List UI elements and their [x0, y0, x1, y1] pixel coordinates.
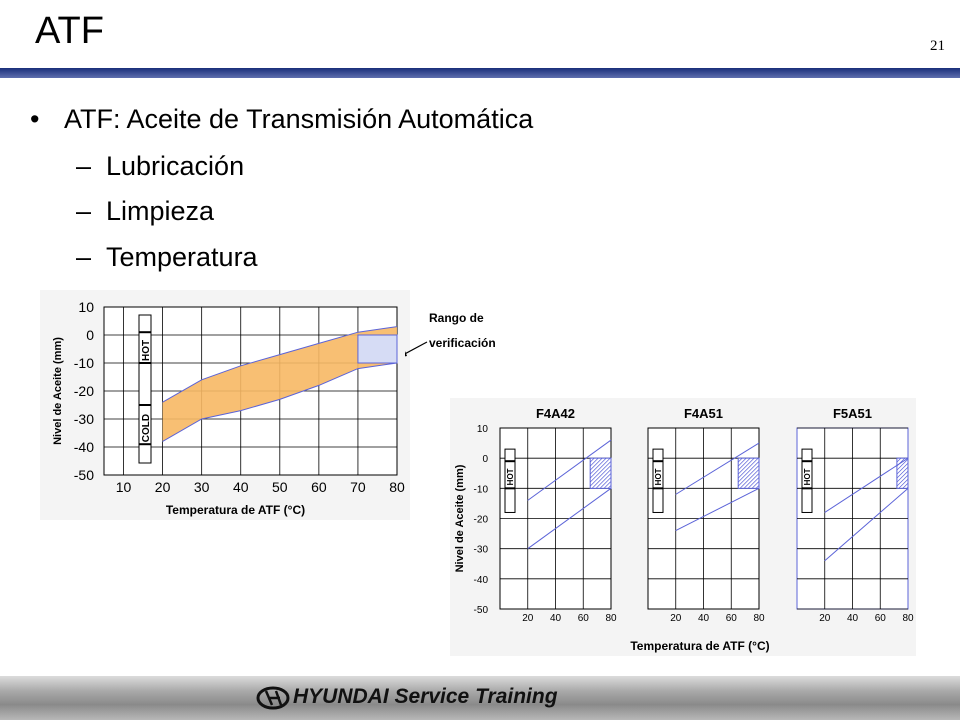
- x-tick-label: 60: [725, 613, 737, 624]
- y-tick-label: -20: [473, 514, 488, 526]
- y-tick-label: -40: [73, 439, 94, 455]
- x-tick-label: 80: [389, 479, 405, 495]
- model-oil-level-chart: [450, 398, 916, 656]
- subitem-text: Limpieza: [106, 196, 215, 226]
- y-tick-label: 0: [482, 454, 488, 466]
- y-axis-label: Nivel de Aceite (mm): [454, 464, 466, 573]
- subitem-text: Temperatura: [106, 242, 258, 272]
- x-tick-label: 10: [115, 479, 132, 495]
- model-oil-level-chart-svg: [450, 398, 916, 656]
- check-range-box: [358, 335, 397, 363]
- x-tick-label: 40: [549, 613, 562, 624]
- hot-mark-label: HOT: [141, 339, 152, 361]
- bullet-text: ATF: Aceite de Transmisión Automática: [64, 104, 534, 134]
- footer-brand: HYUNDAI Service Training: [293, 685, 558, 708]
- hot-mark-label: HOT: [506, 468, 515, 486]
- hot-mark-label: HOT: [803, 468, 812, 486]
- y-tick-label: 0: [86, 327, 94, 343]
- x-axis-label: Temperatura de ATF (°C): [165, 503, 306, 517]
- annotation-line1: Rango de: [429, 311, 484, 325]
- page-number: 21: [930, 38, 945, 54]
- panel-title: F4A51: [683, 406, 724, 421]
- panel-title: F4A42: [535, 406, 576, 421]
- x-tick-label: 60: [874, 613, 886, 624]
- x-tick-label: 80: [605, 613, 617, 624]
- x-tick-label: 20: [819, 613, 831, 624]
- x-tick-label: 20: [154, 479, 171, 495]
- y-tick-label: -10: [473, 484, 488, 496]
- subitem-dash: –: [76, 151, 92, 181]
- x-tick-label: 80: [902, 613, 914, 624]
- panel-title: F5A51: [832, 406, 873, 421]
- oil-level-chart: [40, 290, 410, 520]
- y-tick-label: -10: [73, 355, 94, 371]
- cold-mark-label: COLD: [141, 413, 152, 443]
- x-tick-label: 20: [670, 613, 682, 624]
- x-tick-label: 60: [577, 613, 589, 624]
- y-axis-label: Nivel de Aceite (mm): [52, 337, 64, 445]
- y-tick-label: -40: [473, 574, 488, 586]
- y-tick-label: 10: [78, 299, 94, 315]
- subitem-text: Lubricación: [106, 151, 245, 181]
- x-tick-label: 40: [846, 613, 859, 624]
- check-range-box: [897, 458, 908, 488]
- hyundai-logo-icon: [0, 676, 300, 720]
- y-tick-label: 10: [476, 424, 488, 435]
- x-tick-label: 40: [232, 479, 249, 495]
- x-axis-label: Temperatura de ATF (°C): [630, 639, 770, 653]
- bullet-dot: •: [30, 104, 40, 134]
- check-range-annotation: [405, 300, 505, 360]
- arrow-head-icon: [405, 351, 407, 358]
- x-tick-label: 40: [697, 613, 710, 624]
- annotation-arrow: [405, 342, 427, 357]
- y-tick-label: -50: [73, 467, 94, 483]
- x-tick-label: 60: [311, 479, 327, 495]
- y-tick-label: -30: [473, 544, 488, 556]
- hot-mark-label: HOT: [654, 468, 663, 486]
- annotation-line2: verificación: [429, 336, 496, 350]
- slide-title: ATF: [35, 10, 104, 52]
- oil-level-chart-svg: [40, 290, 410, 520]
- y-tick-label: -50: [473, 605, 488, 616]
- x-tick-label: 80: [753, 613, 765, 624]
- y-tick-label: -20: [73, 383, 94, 399]
- subitem-dash: –: [76, 242, 92, 272]
- x-tick-label: 50: [272, 479, 288, 495]
- x-tick-label: 20: [522, 613, 534, 624]
- subitem-dash: –: [76, 196, 92, 226]
- x-tick-label: 30: [193, 479, 210, 495]
- x-tick-label: 70: [350, 479, 366, 495]
- y-tick-label: -30: [73, 411, 94, 427]
- title-divider: [0, 68, 960, 78]
- footer-bar: [0, 676, 960, 720]
